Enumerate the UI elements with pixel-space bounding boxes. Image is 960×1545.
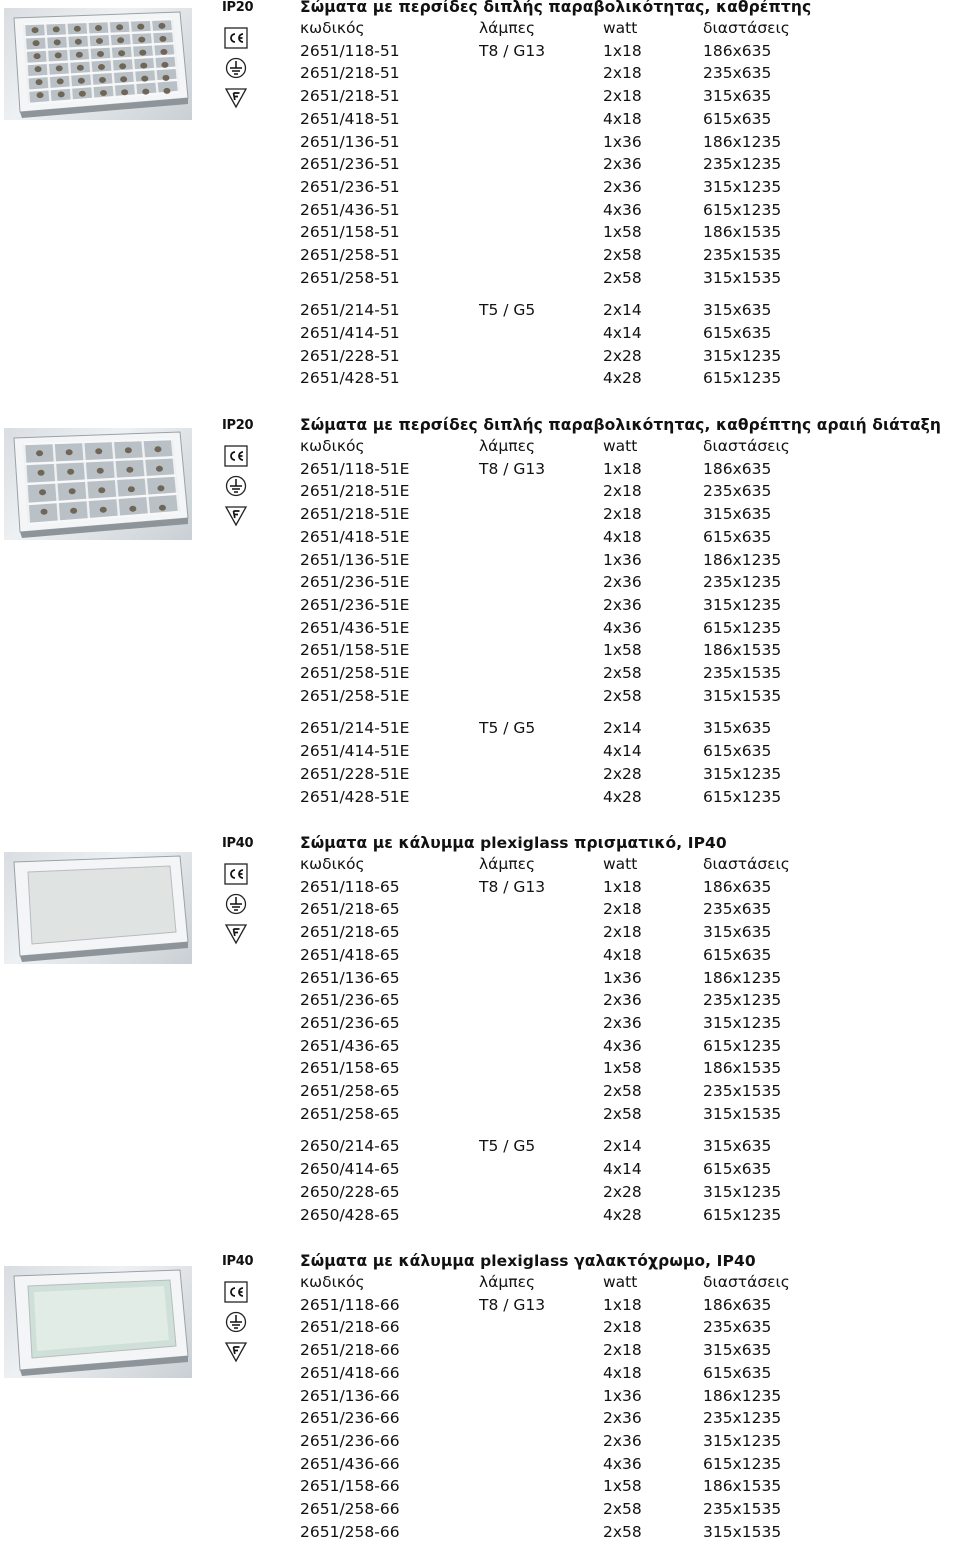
product-code: 2651/258-51E <box>300 687 410 705</box>
dimensions: 615x1235 <box>703 369 782 387</box>
wattage: 4x18 <box>603 946 642 964</box>
dimensions: 315x635 <box>703 1341 772 1359</box>
wattage: 2x18 <box>603 64 642 82</box>
header-watt: watt <box>603 437 638 455</box>
dimensions: 315x635 <box>703 719 772 737</box>
dimensions: 615x1235 <box>703 1455 782 1473</box>
dimensions: 615x635 <box>703 528 772 546</box>
product-code: 2651/418-66 <box>300 1364 400 1382</box>
wattage: 4x28 <box>603 1206 642 1224</box>
wattage: 4x18 <box>603 528 642 546</box>
header-lamps: λάμπες <box>479 19 536 37</box>
product-photo <box>4 8 192 120</box>
wattage: 4x14 <box>603 742 642 760</box>
product-code: 2651/218-65 <box>300 900 400 918</box>
ce-mark-icon <box>224 1281 248 1303</box>
product-code: 2651/236-66 <box>300 1409 400 1427</box>
lamp-type: T8 / G13 <box>479 42 546 60</box>
wattage: 2x14 <box>603 1137 642 1155</box>
product-code: 2651/236-51E <box>300 596 410 614</box>
dimensions: 235x635 <box>703 900 772 918</box>
product-photo <box>4 852 192 964</box>
product-code: 2651/258-66 <box>300 1500 400 1518</box>
wattage: 2x18 <box>603 1318 642 1336</box>
product-code: 2650/228-65 <box>300 1183 400 1201</box>
product-code: 2651/236-66 <box>300 1432 400 1450</box>
product-code: 2651/158-65 <box>300 1059 400 1077</box>
wattage: 4x36 <box>603 201 642 219</box>
wattage: 2x36 <box>603 991 642 1009</box>
product-code: 2651/258-65 <box>300 1105 400 1123</box>
product-code: 2651/436-65 <box>300 1037 400 1055</box>
dimensions: 615x635 <box>703 946 772 964</box>
f-mark-icon <box>224 87 248 109</box>
wattage: 1x58 <box>603 1477 642 1495</box>
product-code: 2651/418-51E <box>300 528 410 546</box>
dimensions: 186x1535 <box>703 1477 782 1495</box>
dimensions: 315x635 <box>703 301 772 319</box>
f-mark-icon <box>224 505 248 527</box>
dimensions: 615x1235 <box>703 201 782 219</box>
product-code: 2650/214-65 <box>300 1137 400 1155</box>
lamp-type: T8 / G13 <box>479 1296 546 1314</box>
lamp-type: T5 / G5 <box>479 719 536 737</box>
dimensions: 186x635 <box>703 460 772 478</box>
lamp-type: T8 / G13 <box>479 460 546 478</box>
dimensions: 315x635 <box>703 1137 772 1155</box>
product-code: 2651/228-51E <box>300 765 410 783</box>
ce-mark-icon <box>224 445 248 467</box>
product-code: 2651/218-51 <box>300 87 400 105</box>
dimensions: 235x1235 <box>703 1409 782 1427</box>
dimensions: 315x1235 <box>703 178 782 196</box>
wattage: 1x18 <box>603 460 642 478</box>
dimensions: 615x1235 <box>703 619 782 637</box>
dimensions: 235x635 <box>703 1318 772 1336</box>
product-code: 2651/158-66 <box>300 1477 400 1495</box>
product-code: 2651/136-65 <box>300 969 400 987</box>
wattage: 2x18 <box>603 923 642 941</box>
ce-mark-icon <box>224 27 248 49</box>
product-code: 2651/136-51 <box>300 133 400 151</box>
product-code: 2651/258-66 <box>300 1523 400 1541</box>
product-code: 2650/428-65 <box>300 1206 400 1224</box>
header-watt: watt <box>603 855 638 873</box>
dimensions: 315x1235 <box>703 765 782 783</box>
dimensions: 235x635 <box>703 64 772 82</box>
wattage: 2x58 <box>603 246 642 264</box>
dimensions: 315x1235 <box>703 1014 782 1032</box>
f-mark-icon <box>224 1341 248 1363</box>
ground-icon <box>224 893 248 915</box>
product-code: 2651/428-51E <box>300 788 410 806</box>
dimensions: 315x1235 <box>703 347 782 365</box>
dimensions: 315x635 <box>703 923 772 941</box>
product-code: 2651/258-51E <box>300 664 410 682</box>
product-code: 2651/214-51 <box>300 301 400 319</box>
dimensions: 235x1235 <box>703 573 782 591</box>
product-code: 2651/118-66 <box>300 1296 400 1314</box>
wattage: 2x18 <box>603 1341 642 1359</box>
wattage: 2x36 <box>603 155 642 173</box>
product-code: 2651/118-51E <box>300 460 410 478</box>
ip-rating-label: IP40 <box>222 1254 254 1269</box>
wattage: 2x14 <box>603 719 642 737</box>
dimensions: 235x635 <box>703 482 772 500</box>
product-code: 2651/218-66 <box>300 1341 400 1359</box>
product-code: 2651/428-51 <box>300 369 400 387</box>
wattage: 2x28 <box>603 765 642 783</box>
dimensions: 235x1535 <box>703 1500 782 1518</box>
lamp-type: T5 / G5 <box>479 1137 536 1155</box>
product-code: 2651/436-51E <box>300 619 410 637</box>
product-code: 2651/118-51 <box>300 42 400 60</box>
f-mark-icon <box>224 923 248 945</box>
product-code: 2651/436-51 <box>300 201 400 219</box>
product-code: 2651/418-65 <box>300 946 400 964</box>
header-code: κωδικός <box>300 19 365 37</box>
ip-rating-label: IP20 <box>222 0 254 15</box>
wattage: 2x36 <box>603 1432 642 1450</box>
product-code: 2651/228-51 <box>300 347 400 365</box>
ce-mark-icon <box>224 863 248 885</box>
product-code: 2651/418-51 <box>300 110 400 128</box>
product-photo <box>4 1266 192 1378</box>
dimensions: 615x635 <box>703 324 772 342</box>
ip-rating-label: IP40 <box>222 836 254 851</box>
wattage: 2x28 <box>603 1183 642 1201</box>
section-title: Σώματα με κάλυμμα plexiglass πρισματικό, IP40 <box>300 834 727 852</box>
ip-rating-label: IP20 <box>222 418 254 433</box>
wattage: 2x36 <box>603 1409 642 1427</box>
section-title: Σώματα με περσίδες διπλής παραβολικότητας, καθρέπτης αραιή διάταξη <box>300 416 941 434</box>
header-code: κωδικός <box>300 1273 365 1291</box>
ground-icon <box>224 57 248 79</box>
wattage: 1x58 <box>603 223 642 241</box>
wattage: 2x36 <box>603 178 642 196</box>
dimensions: 315x635 <box>703 505 772 523</box>
wattage: 4x28 <box>603 788 642 806</box>
wattage: 1x58 <box>603 641 642 659</box>
wattage: 2x58 <box>603 269 642 287</box>
section-title: Σώματα με περσίδες διπλής παραβολικότητας, καθρέπτης <box>300 0 812 16</box>
dimensions: 315x1535 <box>703 269 782 287</box>
header-watt: watt <box>603 1273 638 1291</box>
product-code: 2651/118-65 <box>300 878 400 896</box>
wattage: 4x36 <box>603 1455 642 1473</box>
product-code: 2650/414-65 <box>300 1160 400 1178</box>
wattage: 4x14 <box>603 324 642 342</box>
product-code: 2651/258-65 <box>300 1082 400 1100</box>
dimensions: 615x1235 <box>703 1206 782 1224</box>
wattage: 2x58 <box>603 1082 642 1100</box>
dimensions: 235x1535 <box>703 664 782 682</box>
product-code: 2651/258-51 <box>300 246 400 264</box>
product-code: 2651/414-51 <box>300 324 400 342</box>
header-dimensions: διαστάσεις <box>703 855 790 873</box>
wattage: 4x36 <box>603 1037 642 1055</box>
dimensions: 186x635 <box>703 1296 772 1314</box>
wattage: 1x36 <box>603 1387 642 1405</box>
wattage: 1x36 <box>603 969 642 987</box>
dimensions: 615x635 <box>703 110 772 128</box>
dimensions: 315x1235 <box>703 596 782 614</box>
dimensions: 315x1535 <box>703 1105 782 1123</box>
dimensions: 315x1535 <box>703 1523 782 1541</box>
wattage: 2x18 <box>603 482 642 500</box>
dimensions: 315x1235 <box>703 1183 782 1201</box>
wattage: 2x58 <box>603 687 642 705</box>
wattage: 4x28 <box>603 369 642 387</box>
wattage: 4x18 <box>603 1364 642 1382</box>
wattage: 2x58 <box>603 1500 642 1518</box>
wattage: 4x14 <box>603 1160 642 1178</box>
wattage: 1x58 <box>603 1059 642 1077</box>
dimensions: 186x1235 <box>703 969 782 987</box>
ground-icon <box>224 475 248 497</box>
product-code: 2651/218-65 <box>300 923 400 941</box>
dimensions: 186x635 <box>703 878 772 896</box>
dimensions: 186x1535 <box>703 641 782 659</box>
product-code: 2651/218-51 <box>300 64 400 82</box>
dimensions: 186x635 <box>703 42 772 60</box>
dimensions: 615x635 <box>703 1364 772 1382</box>
dimensions: 186x1535 <box>703 223 782 241</box>
wattage: 2x18 <box>603 87 642 105</box>
wattage: 1x18 <box>603 878 642 896</box>
lamp-type: T5 / G5 <box>479 301 536 319</box>
product-code: 2651/218-66 <box>300 1318 400 1336</box>
wattage: 2x58 <box>603 664 642 682</box>
product-code: 2651/236-65 <box>300 991 400 1009</box>
wattage: 4x36 <box>603 619 642 637</box>
wattage: 2x36 <box>603 1014 642 1032</box>
wattage: 2x14 <box>603 301 642 319</box>
wattage: 2x18 <box>603 900 642 918</box>
header-lamps: λάμπες <box>479 437 536 455</box>
dimensions: 315x1535 <box>703 687 782 705</box>
product-code: 2651/136-51E <box>300 551 410 569</box>
wattage: 2x18 <box>603 505 642 523</box>
product-code: 2651/236-65 <box>300 1014 400 1032</box>
wattage: 1x36 <box>603 133 642 151</box>
wattage: 4x18 <box>603 110 642 128</box>
header-dimensions: διαστάσεις <box>703 19 790 37</box>
dimensions: 235x1535 <box>703 246 782 264</box>
product-code: 2651/414-51E <box>300 742 410 760</box>
dimensions: 235x1535 <box>703 1082 782 1100</box>
product-code: 2651/258-51 <box>300 269 400 287</box>
dimensions: 235x1235 <box>703 991 782 1009</box>
dimensions: 186x1235 <box>703 551 782 569</box>
wattage: 2x36 <box>603 596 642 614</box>
wattage: 1x36 <box>603 551 642 569</box>
dimensions: 186x1235 <box>703 1387 782 1405</box>
dimensions: 615x635 <box>703 742 772 760</box>
dimensions: 615x1235 <box>703 788 782 806</box>
lamp-type: T8 / G13 <box>479 878 546 896</box>
product-code: 2651/236-51 <box>300 155 400 173</box>
product-code: 2651/158-51E <box>300 641 410 659</box>
header-lamps: λάμπες <box>479 1273 536 1291</box>
dimensions: 186x1235 <box>703 133 782 151</box>
product-code: 2651/218-51E <box>300 505 410 523</box>
header-code: κωδικός <box>300 855 365 873</box>
wattage: 2x58 <box>603 1523 642 1541</box>
dimensions: 615x1235 <box>703 1037 782 1055</box>
dimensions: 235x1235 <box>703 155 782 173</box>
product-photo <box>4 428 192 540</box>
dimensions: 315x635 <box>703 87 772 105</box>
product-code: 2651/236-51 <box>300 178 400 196</box>
wattage: 1x18 <box>603 1296 642 1314</box>
header-lamps: λάμπες <box>479 855 536 873</box>
header-dimensions: διαστάσεις <box>703 1273 790 1291</box>
wattage: 2x58 <box>603 1105 642 1123</box>
product-code: 2651/158-51 <box>300 223 400 241</box>
product-code: 2651/218-51E <box>300 482 410 500</box>
header-watt: watt <box>603 19 638 37</box>
dimensions: 315x1235 <box>703 1432 782 1450</box>
ground-icon <box>224 1311 248 1333</box>
dimensions: 186x1535 <box>703 1059 782 1077</box>
product-code: 2651/236-51E <box>300 573 410 591</box>
product-code: 2651/214-51E <box>300 719 410 737</box>
product-code: 2651/436-66 <box>300 1455 400 1473</box>
wattage: 2x36 <box>603 573 642 591</box>
wattage: 1x18 <box>603 42 642 60</box>
section-title: Σώματα με κάλυμμα plexiglass γαλακτόχρωμο, IP40 <box>300 1252 756 1270</box>
header-code: κωδικός <box>300 437 365 455</box>
dimensions: 615x635 <box>703 1160 772 1178</box>
product-code: 2651/136-66 <box>300 1387 400 1405</box>
wattage: 2x28 <box>603 347 642 365</box>
header-dimensions: διαστάσεις <box>703 437 790 455</box>
